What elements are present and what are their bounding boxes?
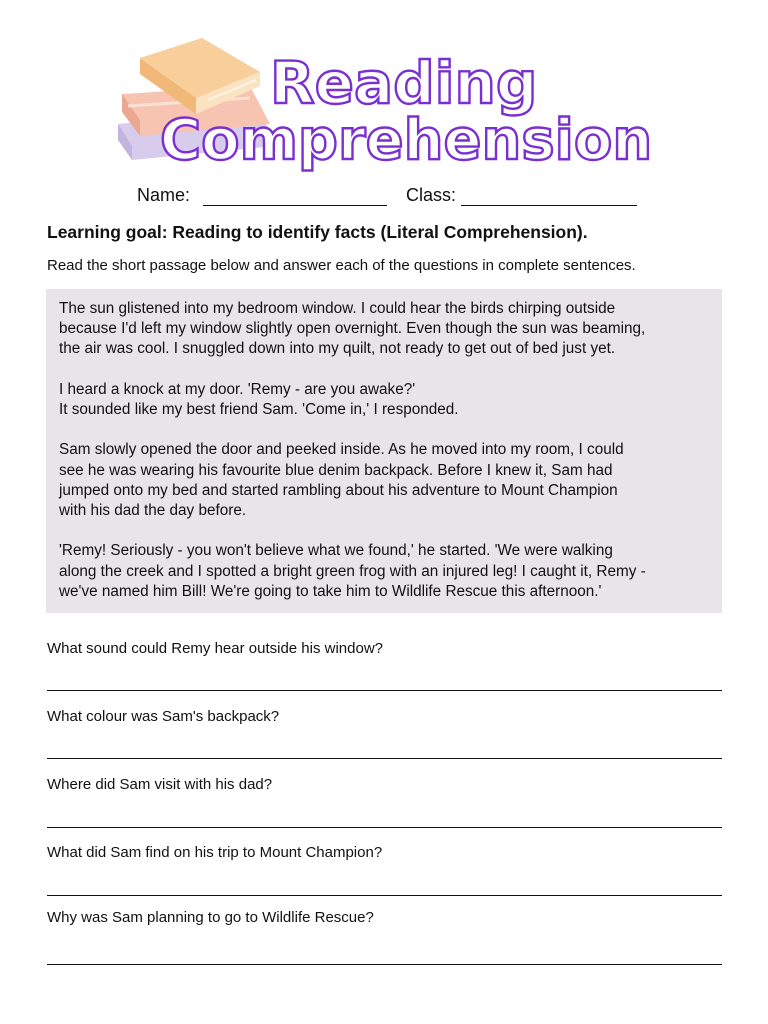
instructions: Read the short passage below and answer each of the questions in complete sentences. [47, 257, 636, 274]
question-1: What sound could Remy hear outside his window? [47, 640, 384, 657]
answer-line-5[interactable] [47, 964, 722, 965]
passage-paragraph: Sam slowly opened the door and peeked inside. As he moved into my room, I could see he was wearing his favourite blue denim backpack. Before I knew it, Sam had jumped onto my bed and started rambling about his adventure to Mount Champion with his dad the day before. [59, 441, 624, 519]
class-field [406, 184, 637, 206]
reading-passage [46, 289, 722, 613]
class-blank-line[interactable] [461, 187, 637, 206]
question-3: Where did Sam visit with his dad? [47, 776, 273, 793]
name-label: Name: [137, 185, 191, 205]
passage-paragraph: The sun glistened into my bedroom window. I could hear the birds chirping outside because I'd left my window slightly open overnight. Even though the sun was beaming, the air was cool. I snuggled down into my quilt, not ready to get out of bed just yet. [59, 300, 646, 358]
title-line-comprehension: Comprehension [160, 108, 653, 173]
question-4: What did Sam find on his trip to Mount Champion? [47, 844, 383, 861]
passage-paragraph: 'Remy! Seriously - you won't believe what we found,' he started. 'We were walking along the creek and I spotted a bright green frog with an injured leg! I caught it, Remy - we've named him Bill! We're going to take him to Wildlife Rescue this afternoon.' [59, 542, 646, 600]
answer-line-2[interactable] [47, 758, 722, 759]
class-label: Class: [406, 185, 457, 205]
learning-goal: Learning goal: Reading to identify facts (Literal Comprehension). [47, 222, 588, 242]
name-field [137, 184, 387, 206]
name-blank-line[interactable] [203, 187, 387, 206]
answer-line-3[interactable] [47, 827, 722, 828]
answer-line-4[interactable] [47, 895, 722, 896]
answer-line-1[interactable] [47, 690, 722, 691]
question-2: What colour was Sam's backpack? [47, 708, 280, 725]
title-line-reading: Reading [270, 49, 538, 117]
passage-paragraph: I heard a knock at my door. 'Remy - are you awake?' It sounded like my best friend Sam. 'Come in,' I responded. [59, 380, 459, 418]
question-5: Why was Sam planning to go to Wildlife Rescue? [47, 909, 374, 926]
